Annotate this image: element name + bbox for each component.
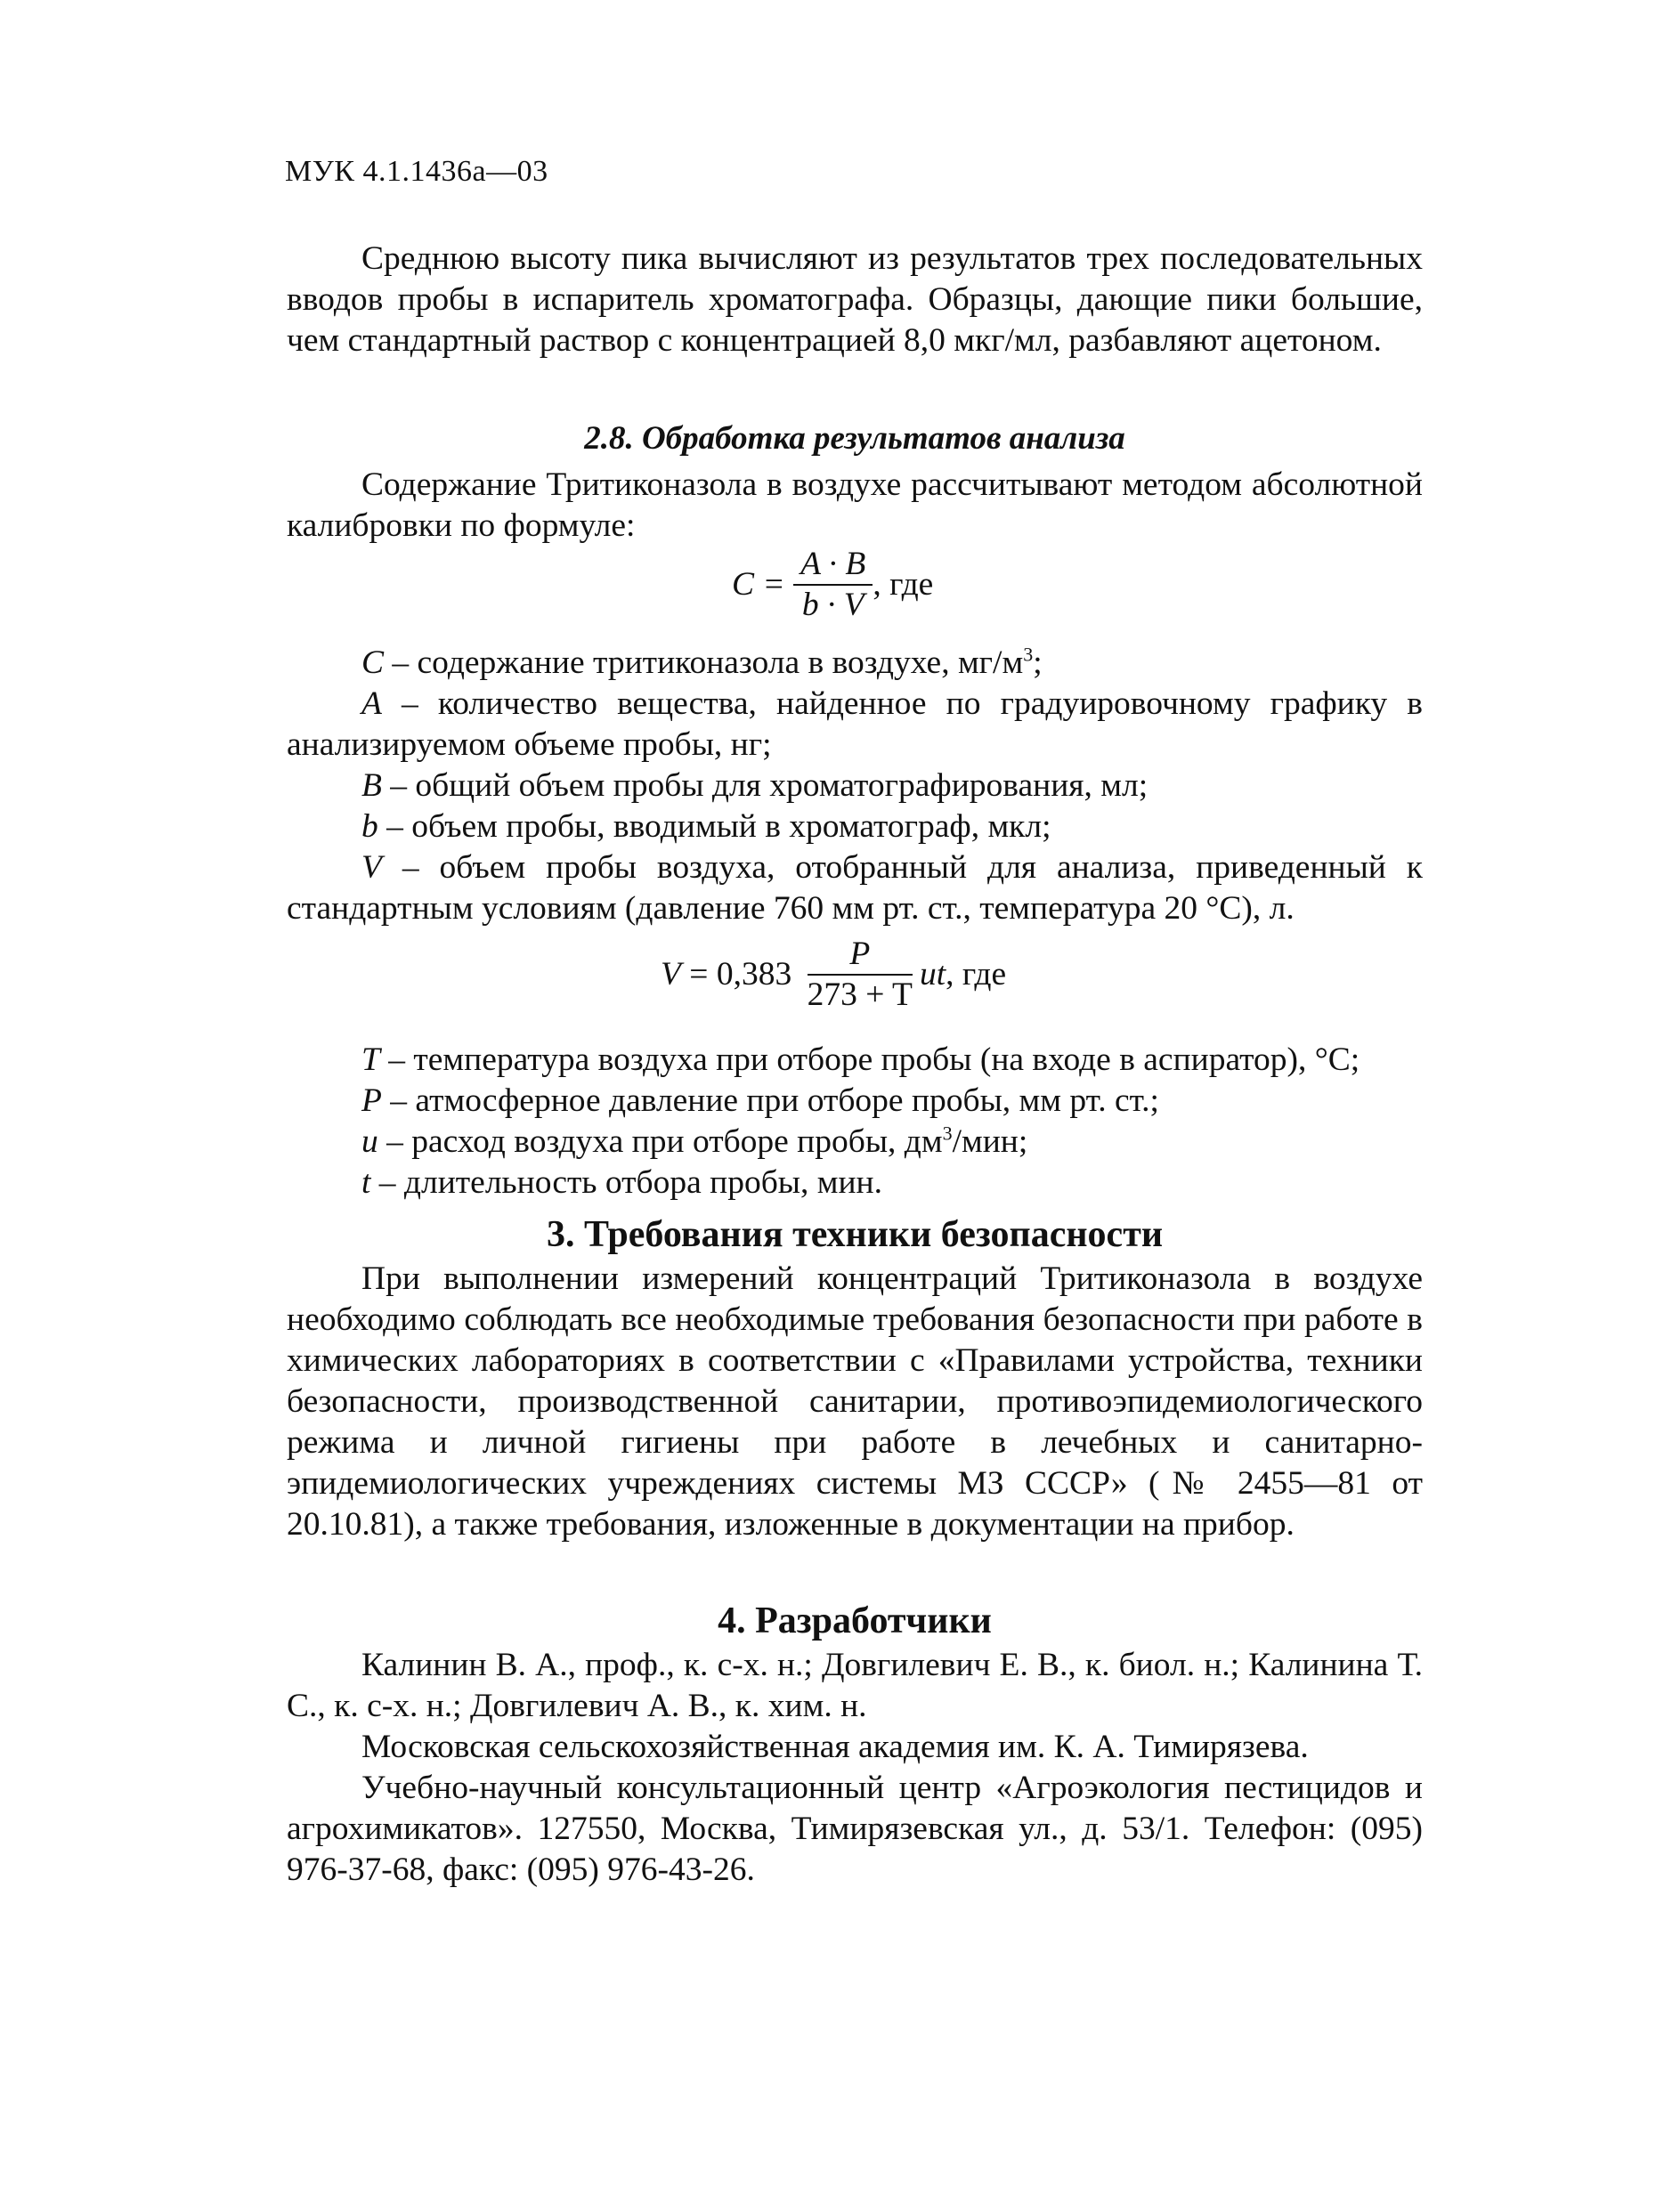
section-2-8	[287, 409, 1423, 547]
section-3-text: При выполнении измерений концентраций Тритиконазола в воздухе необходимо соблюдать все необходимые требования безопасности при работе в химических лабораториях в соответствии с «Правилами устройства, техники безопасности, производственной санитарии, противоэпидемиологического режима и личной гигиены при работе в лечебных и санитарно-эпидемиологических учреждениях системы МЗ СССР» (№ 2455—81 от 20.10.81), а также требования, изложенные в документации на прибор.	[287, 1260, 1423, 1543]
formula-v-coefficient: = 0,383	[680, 956, 792, 993]
definitions-c	[287, 643, 1423, 929]
definition-b-lower: b – объем пробы, вводимый в хроматограф, мкл;	[361, 808, 1051, 845]
section-4-heading: 4. Разработчики	[718, 1600, 992, 1641]
definition-t-upper: T – температура воздуха при отборе пробы (на входе в аспиратор), °С;	[361, 1041, 1360, 1078]
definitions-v	[287, 1040, 1423, 1203]
formula-c-numerator: A · B	[793, 545, 873, 586]
formula-v-fraction	[808, 935, 913, 1015]
section-3-heading: 3. Требования техники безопасности	[546, 1214, 1164, 1255]
intro-block	[287, 239, 1423, 361]
formula-v	[287, 935, 1423, 1033]
definition-t-lower: t – длительность отбора пробы, мин.	[361, 1164, 882, 1201]
formula-c-denominator: b · V	[801, 587, 864, 623]
definition-v: V – объем пробы воздуха, отобранный для анализа, приведенный к стандартным условиям (давление 760 мм рт. ст., температура 20 °С), л.	[287, 849, 1423, 927]
definition-p: P – атмосферное давление при отборе пробы, мм рт. ст.;	[361, 1082, 1159, 1119]
formula-v-lhs: V	[661, 956, 681, 993]
formula-c-fraction	[793, 545, 873, 625]
formula-v-denominator: 273 + T	[807, 976, 913, 1013]
section-2-8-heading: 2.8. Обработка результатов анализа	[584, 420, 1125, 457]
section-4	[287, 1593, 1423, 1891]
formula-v-numerator: P	[808, 935, 913, 976]
section-2-8-text: Содержание Тритиконазола в воздухе рассчитывают методом абсолютной калибровки по формуле:	[287, 466, 1423, 544]
definition-a: A – количество вещества, найденное по градуировочному графику в анализируемом объеме пробы, нг;	[287, 685, 1423, 763]
definition-b-upper: B – общий объем пробы для хроматографирования, мл;	[361, 767, 1149, 804]
definition-c: C – содержание тритиконазола в воздухе, $мг/м^3$;	[361, 643, 1043, 681]
formula-v-ut: ut	[919, 956, 946, 993]
developers-list: Калинин В. А., проф., к. с-х. н.; Довгилевич Е. В., к. биол. н.; Калинина Т. С., к. с-х. н.; Довгилевич А. В., к. хим. н.	[287, 1647, 1423, 1724]
running-header: МУК 4.1.1436а—03	[285, 155, 548, 188]
formula-c	[287, 545, 1423, 634]
formula-c-suffix: , где	[873, 566, 934, 603]
center-contacts: Учебно-научный консультационный центр «Агроэкология пестицидов и агрохимикатов». 127550, Москва, Тимирязевская ул., д. 53/1. Телефон: (095) 976-37-68, факс: (095) 976-43-26.	[287, 1770, 1423, 1888]
definition-u: u – расход воздуха при отборе пробы, $дм^3$/мин;	[361, 1122, 1028, 1160]
intro-paragraph: Среднюю высоту пика вычисляют из результатов трех последовательных вводов пробы в испаритель хроматографа. Образцы, дающие пики большие, чем стандартный раствор с концентрацией 8,0 мкг/мл, разбавляют ацетоном.	[287, 240, 1423, 359]
formula-c-lhs: C =	[732, 566, 785, 603]
formula-v-suffix: , где	[946, 956, 1007, 993]
section-3	[287, 1207, 1423, 1545]
academy-line: Московская сельскохозяйственная академия им. К. А. Тимирязева.	[361, 1729, 1309, 1765]
